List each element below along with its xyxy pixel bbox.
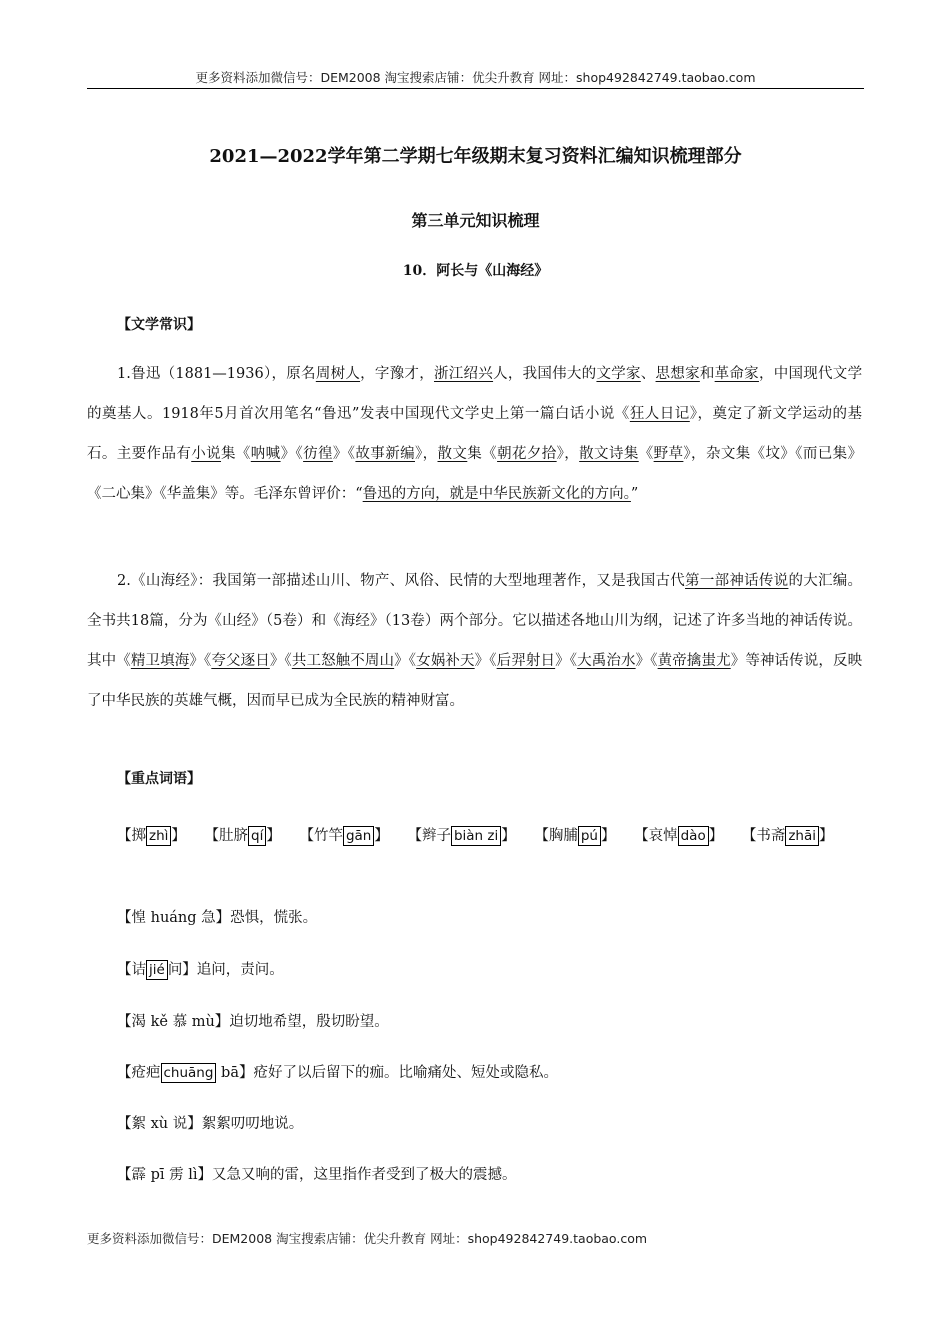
- main-title: 2021—2022学年第二学期七年级期末复习资料汇编知识梳理部分: [209, 146, 742, 167]
- vocab-word-list: [117, 817, 862, 855]
- definition-item: 【诘 jié 问】追问，责问。: [117, 962, 284, 978]
- page-header: 更多资料添加微信号：DEM2008 淘宝搜索店铺：优尖升教育 网址：shop492842749.taobao.com: [195, 70, 756, 85]
- definition-item: 【渴 kě 慕 mù】迫切地希望，殷切盼望。: [117, 1014, 389, 1030]
- section-literature: 【文学常识】: [117, 317, 201, 333]
- definition-item: 【疮疤 chuāng bā】疮好了以后留下的痂。比喻痛处、短处或隐私。: [117, 1065, 558, 1081]
- section-vocab: 【重点词语】: [117, 771, 201, 787]
- header-rule: [87, 88, 864, 89]
- vocab-item: 【肚脐 qí 】: [204, 828, 281, 844]
- page-footer: 更多资料添加微信号：DEM2008 淘宝搜索店铺：优尖升教育 网址：shop492842749.taobao.com: [87, 1231, 648, 1246]
- vocab-item: 【书斋 zhāi 】: [741, 828, 834, 844]
- paragraph-shanhaijing: 2.《山海经》：我国第一部描述山川、物产、风俗、民情的大型地理著作，又是我国古代第一部神话传说的大汇编。全书共18篇，分为《山经》（5卷）和《海经》（13卷）两个部分。它以描述各地山川为纲，记述了许多当地的神话传说。其中《精卫填海》《夸父逐日》《共工怒触不周山》《女娲补天》《后羿射日》《大禹治水》《黄帝擒蚩尤》等神话传说，反映了中华民族的英雄气概，因而早已成为全民族的精神财富。: [87, 573, 863, 709]
- definition-item: 【絮 xù 说】絮絮叨叨地说。: [117, 1116, 304, 1132]
- pinyin-box: chuāng: [161, 1063, 217, 1083]
- definition-item: 【霹 pī 雳 lì】又急又响的雷，这里指作者受到了极大的震撼。: [117, 1167, 517, 1183]
- pinyin-box: zhì: [146, 826, 171, 846]
- vocab-item: 【哀悼 dào 】: [634, 828, 724, 844]
- pinyin-box: jié: [146, 960, 168, 980]
- lesson-title: 10．阿长与《山海经》: [402, 263, 549, 279]
- pinyin-box: gān: [343, 826, 374, 846]
- pinyin-box: zhāi: [785, 826, 819, 846]
- pinyin-box: pú: [578, 826, 601, 846]
- pinyin-box: qí: [248, 826, 266, 846]
- pinyin-box: dào: [678, 826, 709, 846]
- vocab-item: 【辫子 biàn zi 】: [407, 828, 516, 844]
- vocab-item: 【胸脯 pú 】: [534, 828, 616, 844]
- unit-title: 第三单元知识梳理: [411, 211, 540, 230]
- pinyin-box: biàn zi: [451, 826, 501, 846]
- definition-item: 【惶 huáng 急】恐惧，慌张。: [117, 910, 318, 926]
- vocab-item: 【掷 zhì 】: [117, 828, 186, 844]
- paragraph-luxun: 1.鲁迅（1881—1936），原名周树人，字豫才，浙江绍兴人，我国伟大的文学家、思想家和革命家，中国现代文学的奠基人。1918年5月首次用笔名“鲁迅”发表中国现代文学史上第一篇白话小说《狂人日记》，奠定了新文学运动的基石。主要作品有小说集《呐喊》《彷徨》《故事新编》，散文集《朝花夕拾》，散文诗集《野草》，杂文集《坟》《而已集》《二心集》《华盖集》等。毛泽东曾评价：“鲁迅的方向，就是中华民族新文化的方向。”: [87, 366, 863, 502]
- vocab-item: 【竹竿 gān 】: [299, 828, 389, 844]
